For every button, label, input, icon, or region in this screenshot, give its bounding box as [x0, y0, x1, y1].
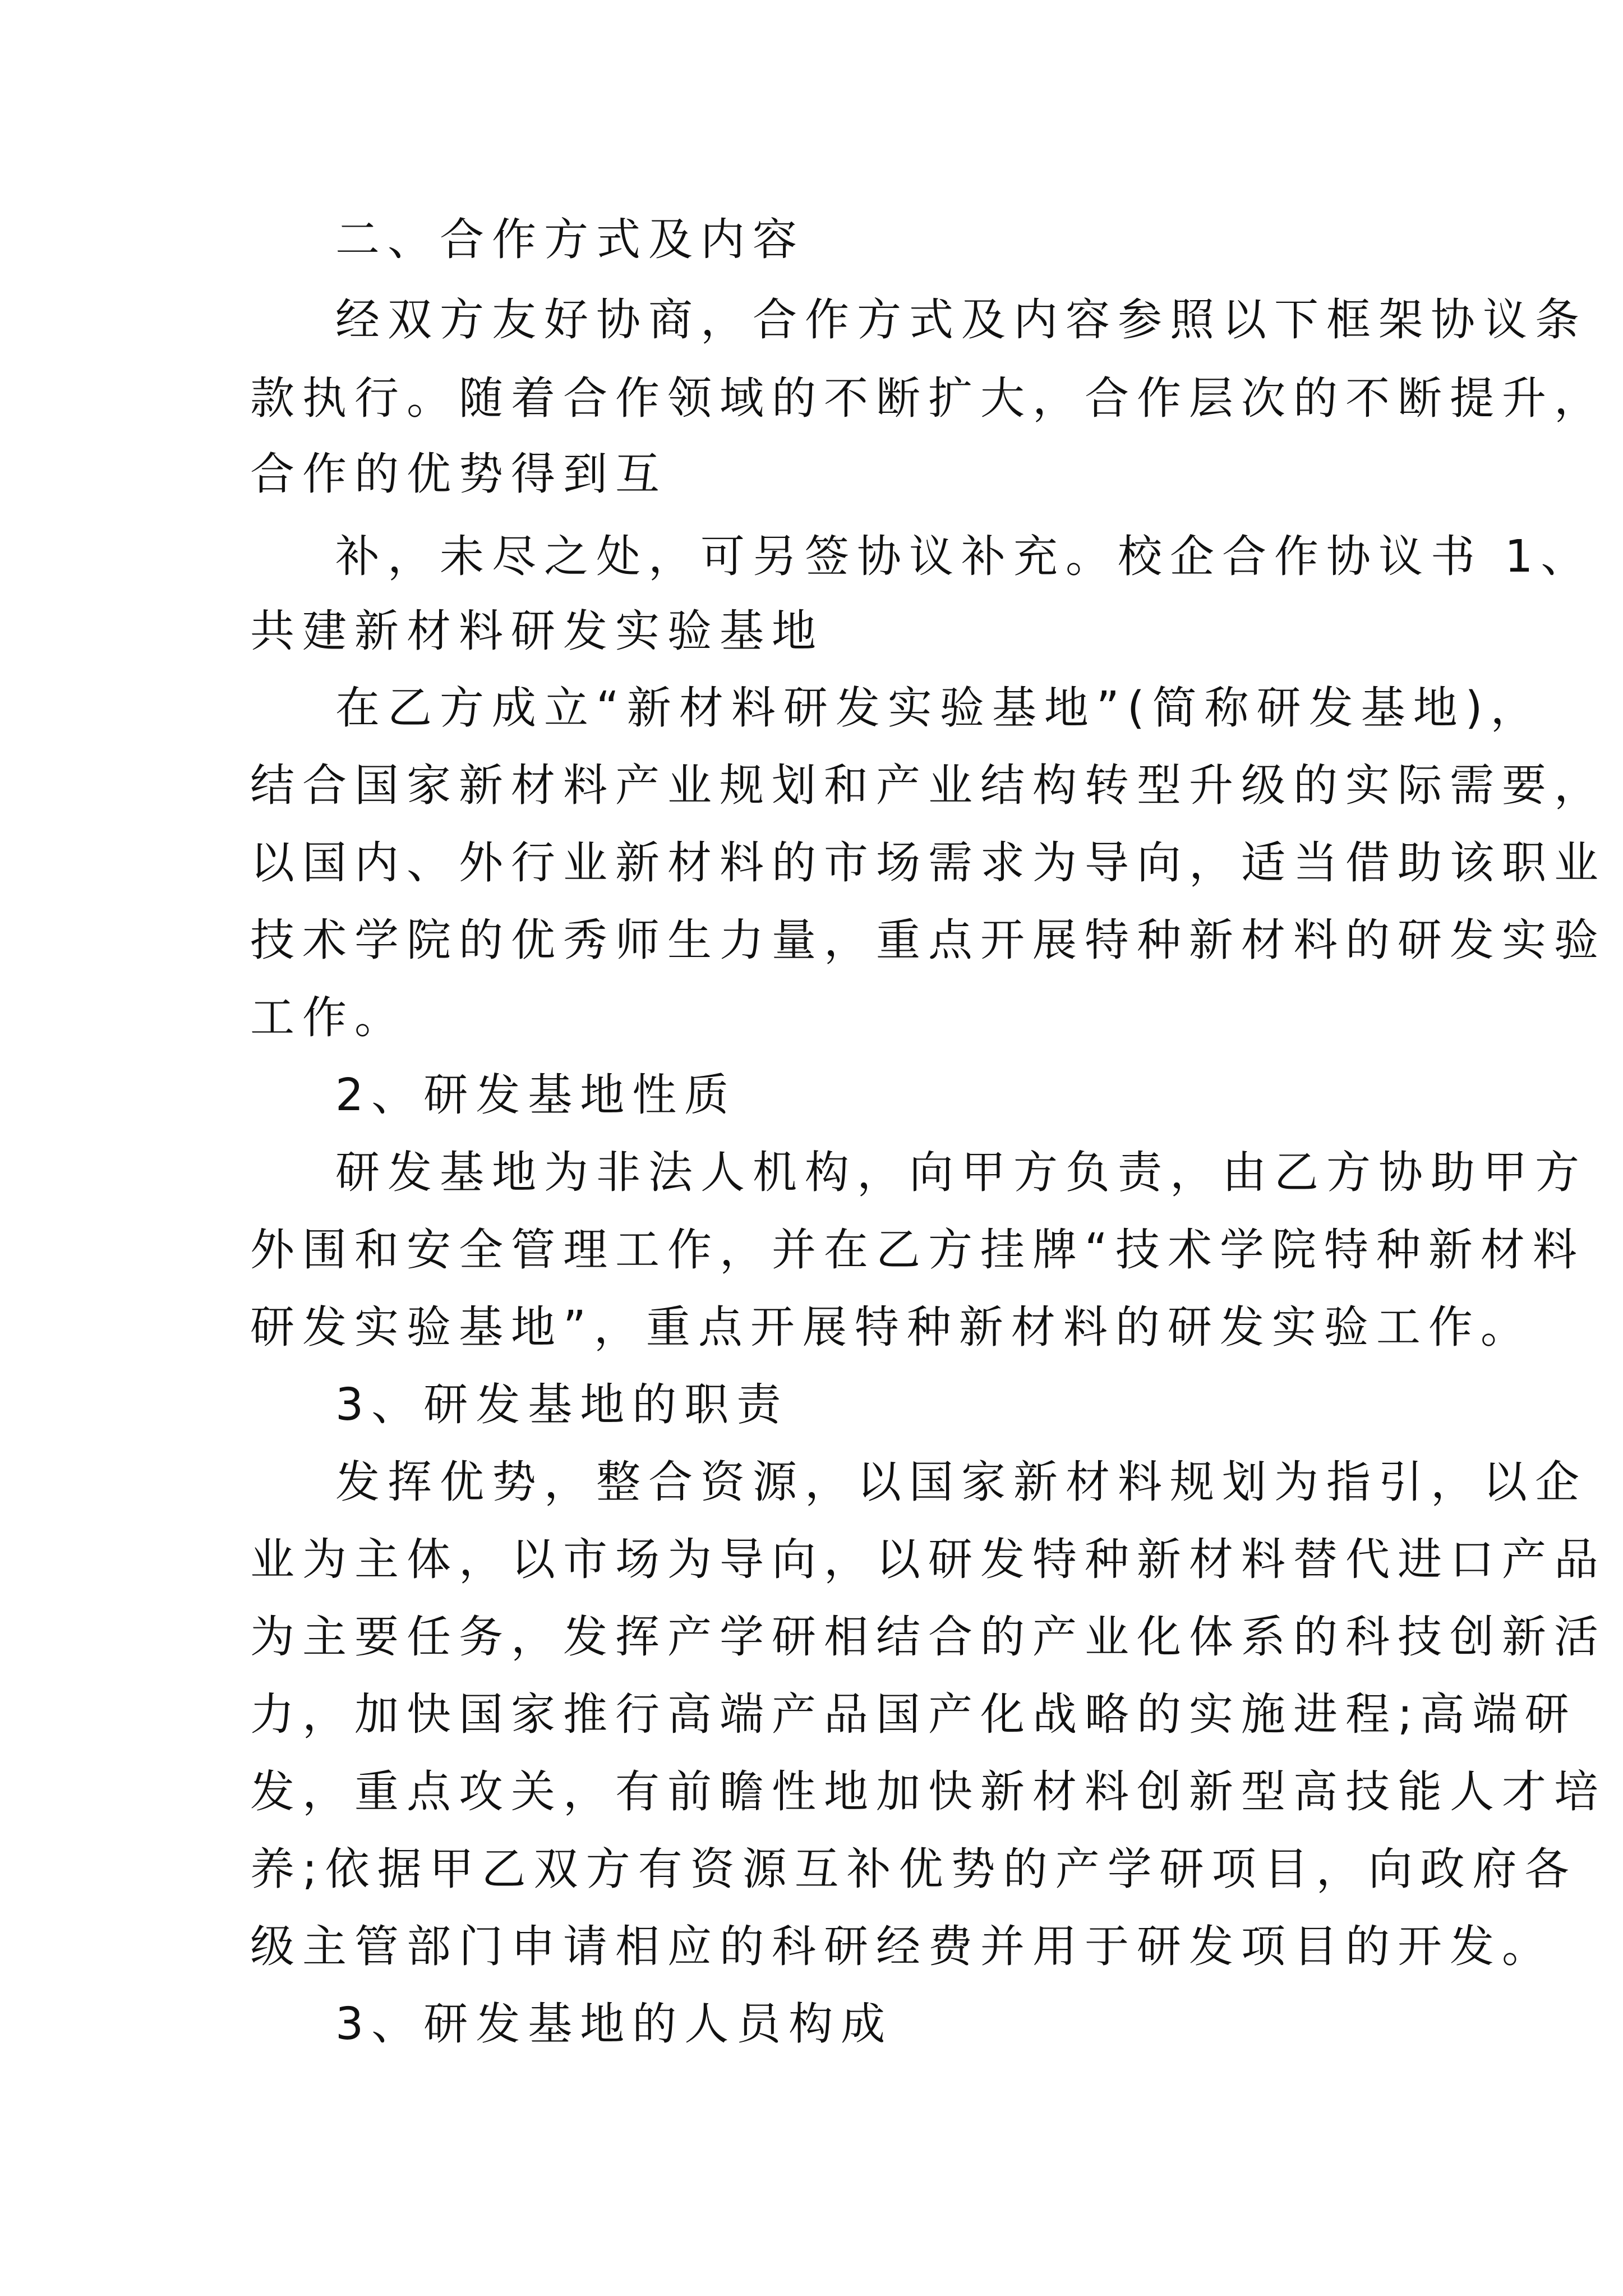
paragraph-line: 研发基地为非法人机构，向甲方负责，由乙方协助甲方 — [335, 1147, 1587, 1198]
section-heading: 3、研发基地的职责 — [335, 1379, 789, 1430]
paragraph-line: 研发实验基地”，重点开展特种新材料的研发实验工作。 — [250, 1301, 1533, 1353]
paragraph-line: 外围和安全管理工作，并在乙方挂牌“技术学院特种新材料 — [250, 1224, 1585, 1276]
paragraph-line: 共建新材料研发实验基地 — [250, 605, 824, 657]
paragraph-line: 补，未尽之处，可另签协议补充。校企合作协议书 1、 — [335, 531, 1593, 582]
paragraph-line: 养;依据甲乙双方有资源互补优势的产学研项目，向政府各 — [250, 1843, 1577, 1895]
paragraph-line: 力，加快国家推行高端产品国产化战略的实施进程;高端研 — [250, 1688, 1577, 1740]
paragraph-line: 技术学院的优秀师生力量，重点开展特种新材料的研发实验 — [250, 914, 1606, 966]
paragraph-line: 经双方友好协商，合作方式及内容参照以下框架协议条 — [335, 294, 1587, 346]
paragraph-line: 以国内、外行业新材料的市场需求为导向，适当借助该职业 — [250, 837, 1606, 889]
paragraph-line: 发挥优势，整合资源，以国家新材料规划为指引，以企 — [335, 1456, 1587, 1508]
paragraph-line: 合作的优势得到互 — [250, 448, 667, 500]
paragraph-line: 级主管部门申请相应的科研经费并用于研发项目的开发。 — [250, 1921, 1554, 1972]
paragraph-line: 在乙方成立“新材料研发实验基地”(简称研发基地)， — [335, 682, 1543, 734]
section-heading: 二、合作方式及内容 — [335, 214, 805, 265]
paragraph-line: 业为主体，以市场为导向，以研发特种新材料替代进口产品 — [250, 1534, 1606, 1585]
paragraph-line: 款执行。随着合作领域的不断扩大，合作层次的不断提升， — [250, 372, 1606, 424]
paragraph-line: 发，重点攻关，有前瞻性地加快新材料创新型高技能人才培 — [250, 1766, 1606, 1818]
paragraph-line: 为主要任务，发挥产学研相结合的产业化体系的科技创新活 — [250, 1611, 1606, 1663]
paragraph-line: 工作。 — [250, 992, 407, 1043]
paragraph-line: 结合国家新材料产业规划和产业结构转型升级的实际需要， — [250, 760, 1606, 811]
section-heading: 3、研发基地的人员构成 — [335, 1998, 893, 2050]
section-heading: 2、研发基地性质 — [335, 1069, 737, 1121]
